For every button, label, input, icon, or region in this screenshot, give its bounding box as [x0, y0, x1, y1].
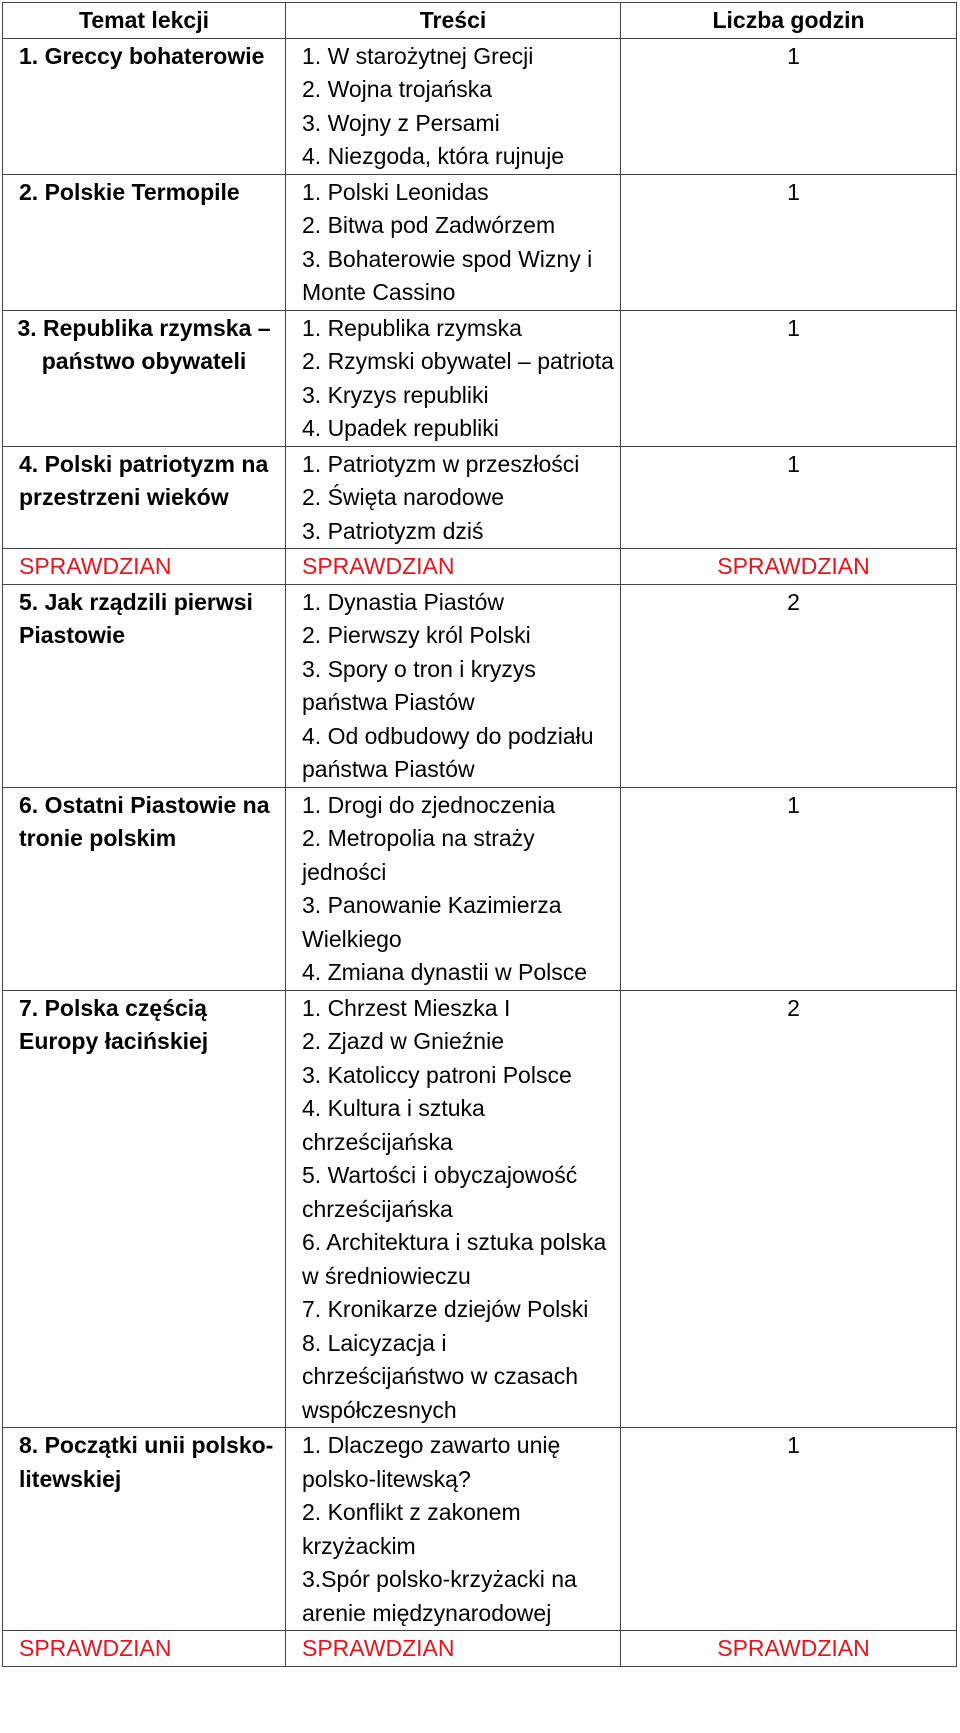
content-item: 7. Kronikarze dziejów Polski	[302, 1296, 589, 1322]
header-hours: Liczba godzin	[621, 3, 957, 39]
lesson-topic: 1. Greccy bohaterowie	[3, 38, 286, 174]
table-row	[3, 584, 957, 787]
lesson-topic: 4. Polski patriotyzm na przestrzeni wieków	[3, 446, 286, 549]
header-content: Treści	[286, 3, 621, 39]
content-item: 6. Architektura i sztuka polska w średniowieczu	[302, 1229, 607, 1289]
lesson-topic: 2. Polskie Termopile	[3, 174, 286, 310]
lesson-hours: 1	[621, 310, 957, 446]
header-row	[3, 3, 957, 39]
content-item: 2. Konflikt z zakonem krzyżackim	[302, 1499, 521, 1559]
lesson-content	[286, 990, 621, 1428]
content-item: 3. Bohaterowie spod Wizny i Monte Cassino	[302, 245, 593, 305]
lesson-topic: 8. Początki unii polsko-litewskiej	[3, 1428, 286, 1631]
table-row	[3, 787, 957, 990]
content-item: 3. Patriotyzm dziś	[302, 517, 484, 544]
lesson-hours: 1	[621, 446, 957, 549]
content-item: 2. Bitwa pod Zadwórzem	[302, 212, 556, 238]
content-item: 4. Niezgoda, która rujnuje	[302, 143, 565, 169]
test-cell-hours: SPRAWDZIAN	[621, 1631, 957, 1667]
content-item: 1. Republika rzymska	[302, 314, 522, 341]
table-row	[3, 38, 957, 174]
content-item: 2. Święta narodowe	[302, 484, 505, 510]
table-row	[3, 446, 957, 549]
content-item: 3.Spór polsko-krzyżacki na arenie międzynarodowej	[302, 1566, 577, 1626]
lesson-content	[286, 38, 621, 174]
lesson-hours: 1	[621, 1428, 957, 1631]
test-cell-topic: SPRAWDZIAN	[3, 1631, 286, 1667]
lesson-hours: 2	[621, 990, 957, 1428]
table-row	[3, 310, 957, 446]
content-item: 2. Zjazd w Gnieźnie	[302, 1028, 504, 1054]
lesson-topic: 5. Jak rządzili pierwsi Piastowie	[3, 584, 286, 787]
content-item: 3. Panowanie Kazimierza Wielkiego	[302, 892, 562, 952]
lesson-hours: 2	[621, 584, 957, 787]
table-body	[3, 38, 957, 1666]
test-cell-content: SPRAWDZIAN	[286, 549, 621, 585]
test-cell-topic: SPRAWDZIAN	[3, 549, 286, 585]
content-item: 2. Rzymski obywatel – patriota	[302, 348, 614, 374]
content-item: 3. Wojny z Persami	[302, 109, 500, 136]
content-item: 5. Wartości i obyczajowość chrześcijańska	[302, 1162, 578, 1222]
content-item: 1. Drogi do zjednoczenia	[302, 791, 556, 818]
content-item: 1. Dynastia Piastów	[302, 588, 504, 615]
lesson-topic: 3. Republika rzymska – państwo obywateli	[3, 310, 286, 446]
test-row	[3, 549, 957, 585]
lesson-hours: 1	[621, 38, 957, 174]
content-item: 4. Kultura i sztuka chrześcijańska	[302, 1095, 485, 1155]
table-row	[3, 990, 957, 1428]
content-item: 2. Metropolia na straży jedności	[302, 825, 535, 885]
test-cell-content: SPRAWDZIAN	[286, 1631, 621, 1667]
content-item: 8. Laicyzacja i chrześcijaństwo w czasach współczesnych	[302, 1329, 579, 1423]
content-item: 4. Upadek republiki	[302, 415, 499, 441]
lesson-topic: 7. Polska częścią Europy łacińskiej	[3, 990, 286, 1428]
lesson-topic: 6. Ostatni Piastowie na tronie polskim	[3, 787, 286, 990]
lesson-hours: 1	[621, 174, 957, 310]
lesson-content	[286, 584, 621, 787]
table-row	[3, 1428, 957, 1631]
content-item: 1. Dlaczego zawarto unię polsko-litewską?	[302, 1432, 561, 1492]
lesson-content	[286, 787, 621, 990]
test-cell-hours: SPRAWDZIAN	[621, 549, 957, 585]
lesson-plan-table	[2, 2, 957, 1667]
content-item: 4. Od odbudowy do podziału państwa Piastów	[302, 722, 594, 782]
lesson-content	[286, 1428, 621, 1631]
content-item: 1. Chrzest Mieszka I	[302, 994, 511, 1021]
content-item: 3. Kryzys republiki	[302, 381, 489, 408]
content-item: 2. Wojna trojańska	[302, 76, 493, 102]
content-item: 4. Zmiana dynastii w Polsce	[302, 959, 588, 985]
content-item: 2. Pierwszy król Polski	[302, 622, 531, 648]
content-item: 1. Polski Leonidas	[302, 178, 489, 205]
content-item: 1. W starożytnej Grecji	[302, 42, 534, 69]
content-item: 3. Katoliccy patroni Polsce	[302, 1061, 572, 1088]
lesson-content	[286, 174, 621, 310]
content-item: 1. Patriotyzm w przeszłości	[302, 450, 580, 477]
header-topic: Temat lekcji	[3, 3, 286, 39]
lesson-content	[286, 446, 621, 549]
content-item: 3. Spory o tron i kryzys państwa Piastów	[302, 655, 536, 715]
lesson-content	[286, 310, 621, 446]
test-row	[3, 1631, 957, 1667]
lesson-hours: 1	[621, 787, 957, 990]
table-row	[3, 174, 957, 310]
